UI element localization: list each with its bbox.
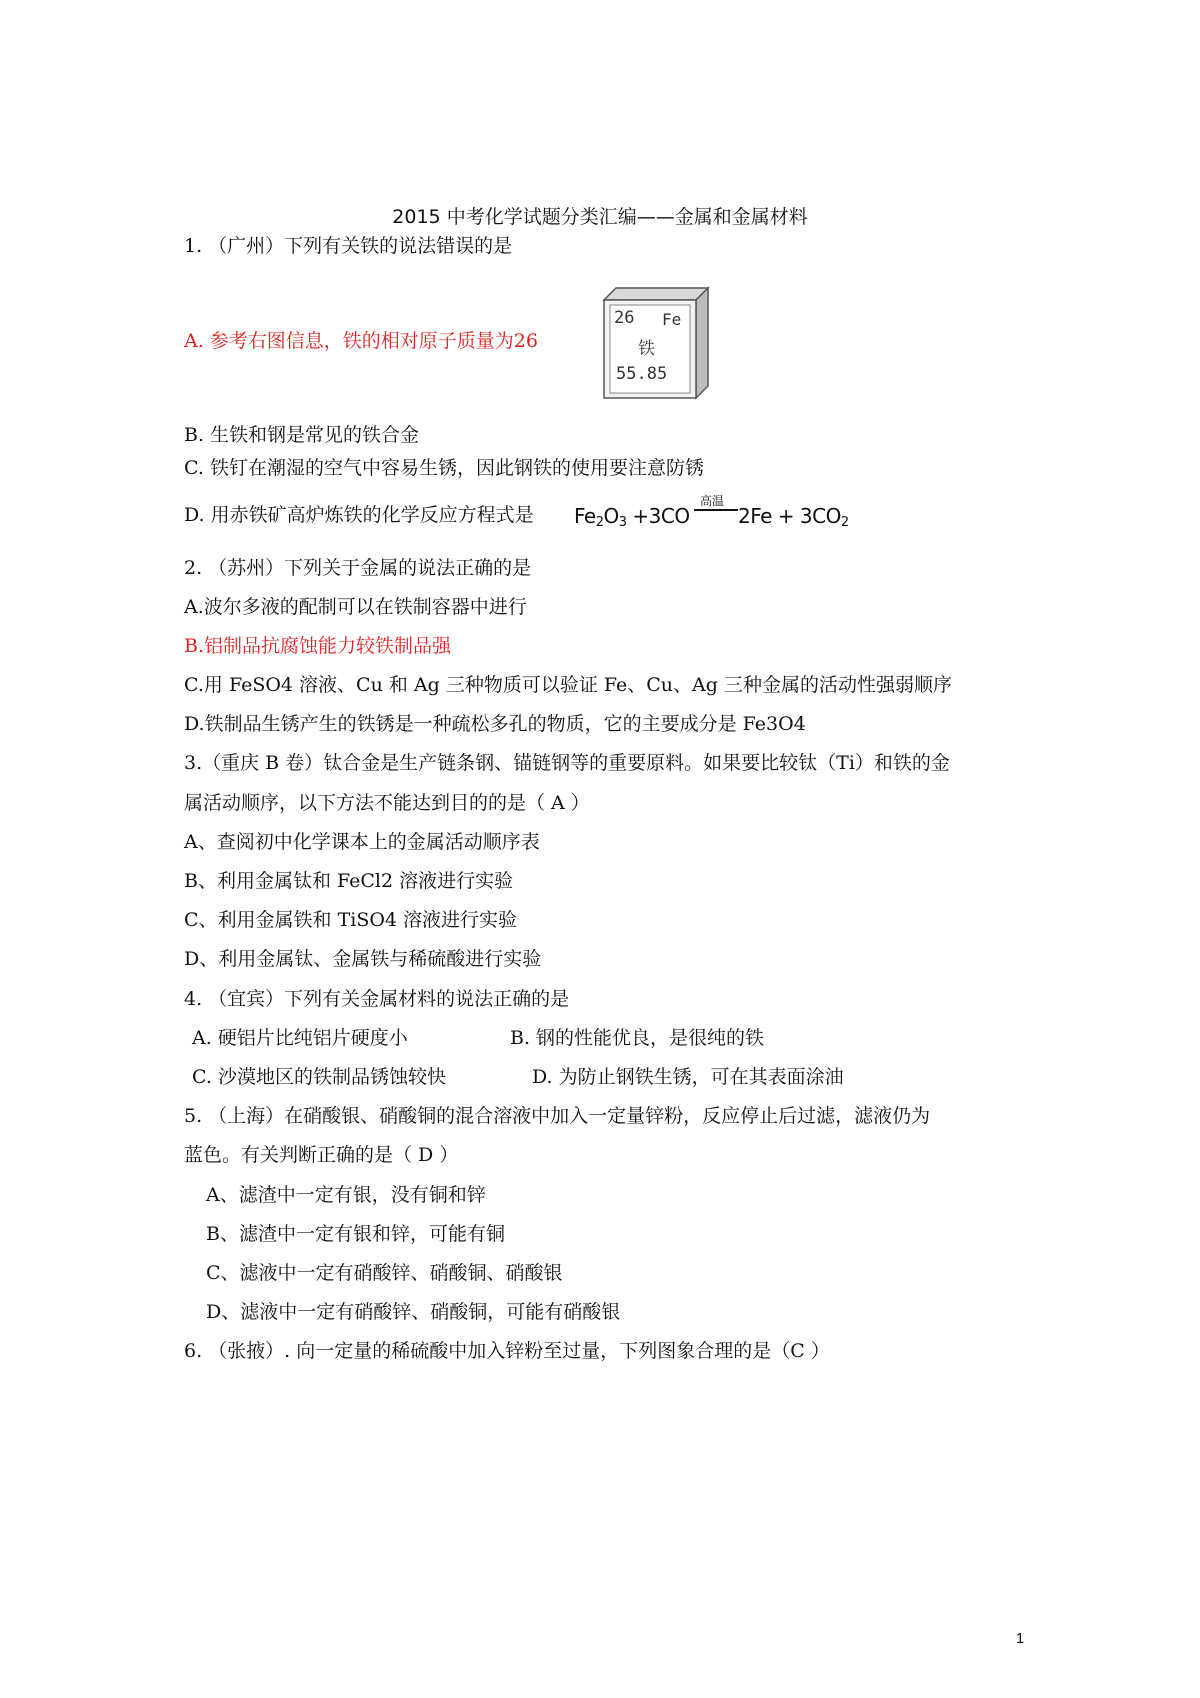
question-3-option-d: D、利用金属钛、金属铁与稀硫酸进行实验 (184, 948, 542, 970)
question-4-option-c: C. 沙漠地区的铁制品锈蚀较快 (192, 1066, 446, 1088)
question-1-option-a: A. 参考右图信息，铁的相对原子质量为26 (184, 330, 538, 352)
question-3-stem-line-2: 属活动顺序，以下方法不能达到目的的是（ A ） (184, 792, 590, 814)
iron-element-card-figure (600, 286, 710, 400)
element-name: 铁 (638, 339, 655, 359)
question-6-stem: 6. （张掖）. 向一定量的稀硫酸中加入锌粉至过量，下列图象合理的是（C ） (184, 1340, 830, 1362)
question-2-option-b: B.铝制品抗腐蚀能力较铁制品强 (184, 635, 452, 657)
question-1-option-d: D. 用赤铁矿高炉炼铁的化学反应方程式是 (184, 504, 534, 526)
question-5-stem-line-1: 5. （上海）在硝酸银、硝酸铜的混合溶液中加入一定量锌粉，反应停止后过滤，滤液仍为 (184, 1105, 931, 1127)
element-symbol: Fe (662, 310, 682, 329)
page-title: 2015 中考化学试题分类汇编——金属和金属材料 (392, 206, 808, 228)
equation-condition: 高温 (700, 494, 725, 508)
equation-products: $2Fe + 3CO_2$ (738, 504, 849, 530)
question-5-option-a: A、滤渣中一定有银，没有铜和锌 (206, 1184, 486, 1206)
question-2-stem: 2. （苏州）下列关于金属的说法正确的是 (184, 557, 532, 579)
question-3-option-a: A、查阅初中化学课本上的金属活动顺序表 (184, 831, 540, 853)
equation-arrow (694, 509, 738, 511)
question-5-stem-line-2: 蓝色。有关判断正确的是（ D ） (184, 1144, 459, 1166)
question-4-option-d: D. 为防止钢铁生锈，可在其表面涂油 (532, 1066, 844, 1088)
page-number: 1 (1015, 1630, 1025, 1647)
question-3-option-c: C、利用金属铁和 TiSO4 溶液进行实验 (184, 909, 518, 931)
question-5-option-c: C、滤液中一定有硝酸锌、硝酸铜、硝酸银 (206, 1262, 563, 1284)
question-4-stem: 4. （宜宾）下列有关金属材料的说法正确的是 (184, 988, 570, 1010)
question-4-option-a: A. 硬铝片比纯铝片硬度小 (192, 1027, 408, 1049)
question-1-option-b: B. 生铁和钢是常见的铁合金 (184, 424, 420, 446)
question-3-stem-line-1: 3.（重庆 B 卷）钛合金是生产链条钢、锚链钢等的重要原料。如果要比较钛（Ti）和铁的金 (184, 752, 950, 774)
question-5-option-b: B、滤渣中一定有银和锌，可能有铜 (206, 1223, 505, 1245)
question-4-option-b: B. 钢的性能优良，是很纯的铁 (510, 1027, 765, 1049)
question-1-stem: 1. （广州）下列有关铁的说法错误的是 (184, 235, 513, 257)
equation-reactants: $Fe_2O_3 +3CO$ (574, 504, 690, 530)
question-3-option-b: B、利用金属钛和 FeCl2 溶液进行实验 (184, 870, 514, 892)
question-2-option-c: C.用 FeSO4 溶液、Cu 和 Ag 三种物质可以验证 Fe、Cu、Ag 三种金属的活动性强弱顺序 (184, 674, 952, 696)
element-number: 26 (614, 308, 635, 328)
question-2-option-a: A.波尔多液的配制可以在铁制容器中进行 (184, 596, 527, 618)
question-1-option-c: C. 铁钉在潮湿的空气中容易生锈，因此钢铁的使用要注意防锈 (184, 457, 704, 479)
question-2-option-d: D.铁制品生锈产生的铁锈是一种疏松多孔的物质，它的主要成分是 Fe3O4 (184, 713, 806, 735)
question-5-option-d: D、滤液中一定有硝酸锌、硝酸铜，可能有硝酸银 (206, 1301, 621, 1323)
element-mass: 55.85 (616, 364, 668, 384)
